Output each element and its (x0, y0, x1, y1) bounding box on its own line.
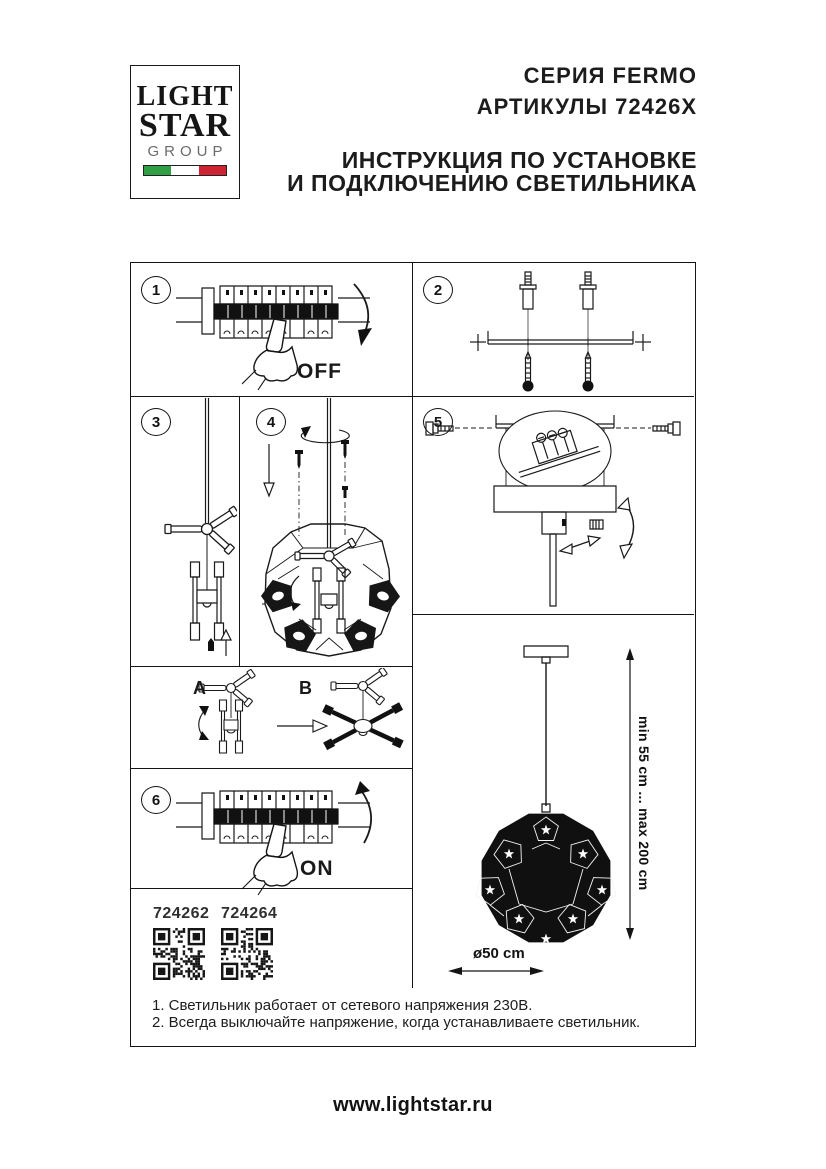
pendant-overview-diagram (420, 628, 694, 984)
instruction-title (287, 149, 697, 195)
height-dimension-arrow (626, 648, 634, 940)
step-1-number: 1 (141, 276, 171, 304)
row-divider-1 (130, 396, 694, 397)
website-link: www.lightstar.ru (333, 1094, 493, 1116)
step-6-number: 6 (141, 786, 171, 814)
step2-mounting-hardware-diagram (428, 268, 684, 394)
step-5-number: 5 (423, 408, 453, 436)
arrow-up-icon (221, 630, 231, 656)
arrow-up-icon (355, 781, 371, 843)
arrow-down-icon (264, 444, 274, 496)
qr-code-724264 (221, 928, 273, 980)
pointing-hand-icon (242, 319, 297, 390)
step1-off-label: OFF (297, 360, 342, 383)
qr-code-724262 (153, 928, 205, 980)
step5-canopy-diagram (414, 398, 692, 612)
rotate-icon (290, 576, 301, 611)
pointing-hand-icon (242, 824, 297, 895)
double-arrow-icon (560, 536, 600, 554)
wall-anchor-icon (520, 272, 596, 360)
arrow-right-icon (277, 720, 327, 732)
instruction-title-line1: ИНСТРУКЦИЯ ПО УСТАНОВКЕ (341, 147, 697, 173)
small-screw-icon (208, 638, 214, 651)
ceiling-plate-icon (524, 646, 568, 663)
rotate-icon (199, 706, 209, 740)
spider-bracket-icon (165, 506, 237, 554)
flag-red-segment (199, 166, 226, 175)
italian-flag-bar (143, 165, 227, 176)
header-text (287, 60, 697, 195)
product-code-2: 724264 (221, 905, 278, 922)
socket-position-ab-diagram (131, 668, 411, 766)
logo-word-light: LIGHT (136, 81, 234, 112)
panel3-4-divider (239, 396, 240, 666)
step-4-number: 4 (256, 408, 286, 436)
step4-shade-assembly-diagram (241, 398, 411, 666)
grub-screw-icon (590, 520, 603, 529)
logo-word-group: GROUP (147, 143, 228, 160)
screw-icon (523, 352, 594, 392)
flag-green-segment (144, 166, 171, 175)
canopy-icon (494, 486, 616, 534)
spider-b-icon (331, 668, 387, 705)
flag-white-segment (171, 166, 198, 175)
sockets-b-icon (322, 691, 404, 750)
interior-sockets-icon (313, 568, 345, 633)
step-2-number: 2 (423, 276, 453, 304)
note-line-1: 1. Светильник работает от сетевого напряжения 230В. (152, 997, 533, 1014)
articles-title: АРТИКУЛЫ 72426X (476, 94, 697, 119)
panel6-top-border (130, 768, 412, 769)
series-title: СЕРИЯ FERMO (523, 63, 697, 88)
step-3-number: 3 (141, 408, 171, 436)
step6-on-label: ON (300, 857, 334, 880)
diameter-label: ø50 cm (473, 945, 525, 962)
step6-breaker-on-diagram (168, 775, 408, 899)
column-divider (412, 262, 413, 988)
instruction-title-line2: И ПОДКЛЮЧЕНИЮ СВЕТИЛЬНИКА (287, 170, 697, 196)
logo-word-star: STAR (138, 107, 232, 144)
interior-spider-icon (295, 538, 356, 578)
step3-rod-spider-diagram (131, 398, 237, 666)
step1-breaker-off-diagram (168, 270, 408, 394)
arrow-down-icon (354, 284, 372, 346)
sockets-a-icon (220, 693, 243, 753)
screw-icon (295, 440, 349, 536)
variant-b-label: B (299, 678, 312, 698)
diameter-dimension-arrow (448, 967, 544, 975)
pentagon-panels-icon (257, 574, 404, 652)
panel5-bottom-border (412, 614, 694, 615)
height-range-label: min 55 cm ... max 200 cm (636, 716, 652, 891)
mounting-bracket-icon (470, 331, 651, 351)
panel-ab-top-border (130, 666, 412, 667)
stem-icon (550, 534, 556, 606)
note-line-2: 2. Всегда выключайте напряжение, когда устанавливаете светильник. (152, 1014, 641, 1031)
ball-shade-icon (469, 814, 622, 943)
variant-a-label: A (193, 678, 206, 698)
lightstar-logo (130, 65, 240, 199)
rotate-icon (618, 498, 634, 558)
spider-a-icon (199, 669, 255, 707)
product-code-1: 724262 (153, 905, 210, 922)
